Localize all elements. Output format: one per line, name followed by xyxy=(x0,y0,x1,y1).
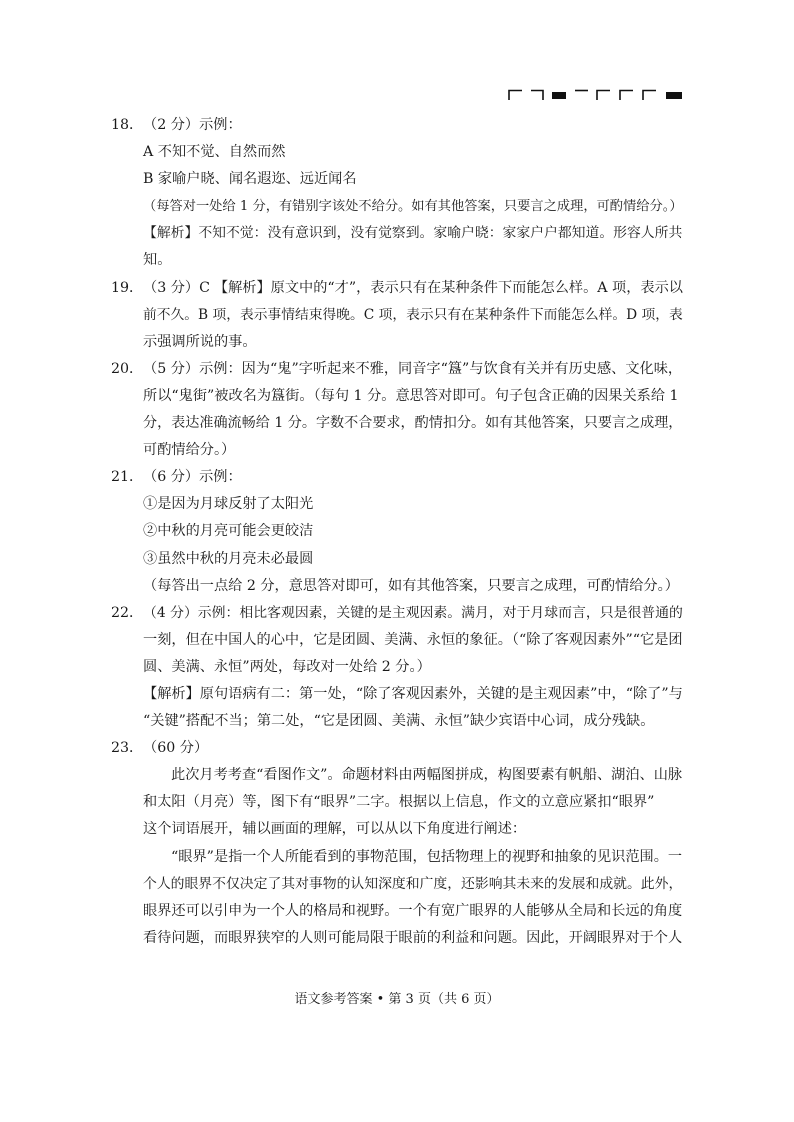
corner-mark-4 xyxy=(620,91,633,101)
solid-block-mark-1 xyxy=(552,92,566,99)
q18-score: （2 分）示例： xyxy=(143,117,242,133)
q23-line1 xyxy=(111,735,683,762)
corner-mark-5 xyxy=(643,91,656,101)
q21-number: 21． xyxy=(111,469,144,486)
q21-item-3: ③虽然中秋的月亮未必最圆 xyxy=(143,550,314,567)
answer-content xyxy=(111,112,683,952)
q23-p1-line2: 和太阳（月亮）等，图下有“眼界”二字。根据以上信息，作文的立意应紧扣“眼界” xyxy=(143,794,655,811)
q22-number: 22． xyxy=(111,604,144,621)
q19-number: 19． xyxy=(111,279,144,296)
q22-text2: 一刻，但在中国人的心中，它是团圆、美满、永恒的象征。（“除了客观因素外”“它是团 xyxy=(143,631,683,648)
header-marks-graphic xyxy=(508,89,684,101)
q23-p1-line1: 此次月考考查“看图作文”。命题材料由两幅图拼成，构图要素有帆船、湖泊、山脉 xyxy=(171,767,683,784)
q19-analysis-text1: 原文中的“才”，表示只有在某种条件下而能怎么样。A 项，表示以 xyxy=(270,279,683,296)
q23-number: 23． xyxy=(111,740,144,757)
q23-p2-line4: 看待问题，而眼界狭窄的人则可能局限于眼前的利益和问题。因此，开阔眼界对于个人 xyxy=(143,929,683,946)
q20-line1 xyxy=(111,356,683,383)
q18-option-b: B 家喻户晓、闻名遐迩、远近闻名 xyxy=(143,171,357,188)
q21-item-1: ①是因为月球反射了太阳光 xyxy=(143,496,314,513)
q20-text2: 所以“鬼街”被改名为簋街。（每句 1 分。意思答对即可。句子包含正确的因果关系给 1 xyxy=(143,387,679,404)
q23-p2-line2: 个人的眼界不仅决定了其对事物的认知深度和广度，还影响其未来的发展和成就。此外， xyxy=(143,875,683,892)
q18-analysis-tag: 【解析】 xyxy=(143,225,199,242)
q21-score: （6 分）示例： xyxy=(143,469,242,486)
q23-paragraph-1 xyxy=(111,762,683,843)
q19-analysis-line2: 前不久。B 项，表示事情结束得晚。C 项，表示只有在某种条件下而能怎么样。D 项，表 xyxy=(143,306,683,323)
q23-p1-line3: 这个词语展开，辅以画面的理解，可以从以下角度进行阐述： xyxy=(143,821,527,838)
q18-option-a: A 不知不觉、自然而然 xyxy=(143,144,286,161)
q18-analysis-line1 xyxy=(111,220,683,247)
q21-line1 xyxy=(111,464,683,491)
q23-p2-line1: “眼界”是指一个人所能看到的事物范围，包括物理上的视野和抽象的见识范围。一 xyxy=(171,848,683,865)
q18-number: 18． xyxy=(111,117,144,133)
q23-p2-line3: 眼界还可以引申为一个人的格局和视野。一个有宽广眼界的人能够从全局和长远的角度 xyxy=(143,902,683,919)
q18-grading-note: （每答对一处给 1 分，有错别字该处不给分。如有其他答案，只要言之成理，可酌情给分。） xyxy=(143,199,683,215)
q20-number: 20． xyxy=(111,360,144,377)
q19-line1 xyxy=(111,275,683,302)
corner-mark-left xyxy=(509,91,522,101)
q19-score-answer: （3 分）C xyxy=(143,279,210,296)
q18-analysis-line2: 知。 xyxy=(143,252,172,269)
q22-analysis-line2: “关键”搭配不当；第二处，“它是团圆、美满、永恒”缺少宾语中心词，成分残缺。 xyxy=(143,713,655,730)
header-registration-marks xyxy=(508,89,684,101)
q22-analysis-text1: 原句语病有二：第一处，“除了客观因素外，关键的是主观因素”中，“除了”与 xyxy=(199,685,683,702)
q22-text1: （4 分）示例：相比客观因素，关键的是主观因素。满月，对于月球而言，只是很普通的 xyxy=(143,604,683,621)
corner-mark-3 xyxy=(597,91,610,101)
q23-paragraph-2 xyxy=(111,844,683,952)
q20-text4: 可酌情给分。） xyxy=(143,442,236,459)
q22-analysis-tag: 【解析】 xyxy=(143,685,200,702)
q18-line1 xyxy=(111,112,683,139)
q20-text3: 分，表达准确流畅给 1 分。字数不合要求，酌情扣分。如有其他答案，只要言之成理， xyxy=(143,415,683,432)
q23-score: （60 分） xyxy=(143,740,209,757)
q21-item-2: ②中秋的月亮可能会更皎洁 xyxy=(143,523,314,540)
q22-text3: 圆、美满、永恒”两处，每改对一处给 2 分。） xyxy=(143,658,431,675)
q21-grading-note: （每答出一点给 2 分，意思答对即可，如有其他答案，只要言之成理，可酌情给分。） xyxy=(143,577,679,594)
q19-analysis-line3: 示强调所说的事。 xyxy=(143,333,257,350)
page-footer: 语文参考答案 • 第 3 页（共 6 页） xyxy=(294,992,500,1007)
q22-line1 xyxy=(111,600,683,627)
q18-analysis-text1: 不知不觉：没有意识到，没有觉察到。家喻户晓：家家户户都知道。形容人所共 xyxy=(198,225,683,242)
q19-analysis-tag: 【解析】 xyxy=(213,279,271,296)
solid-block-mark-2 xyxy=(666,92,682,99)
q22-analysis-line1 xyxy=(111,681,683,708)
q20-text1: （5 分）示例：因为“鬼”字听起来不雅，同音字“簋”与饮食有关并有历史感、文化味， xyxy=(143,360,683,377)
corner-mark-right xyxy=(531,91,543,101)
